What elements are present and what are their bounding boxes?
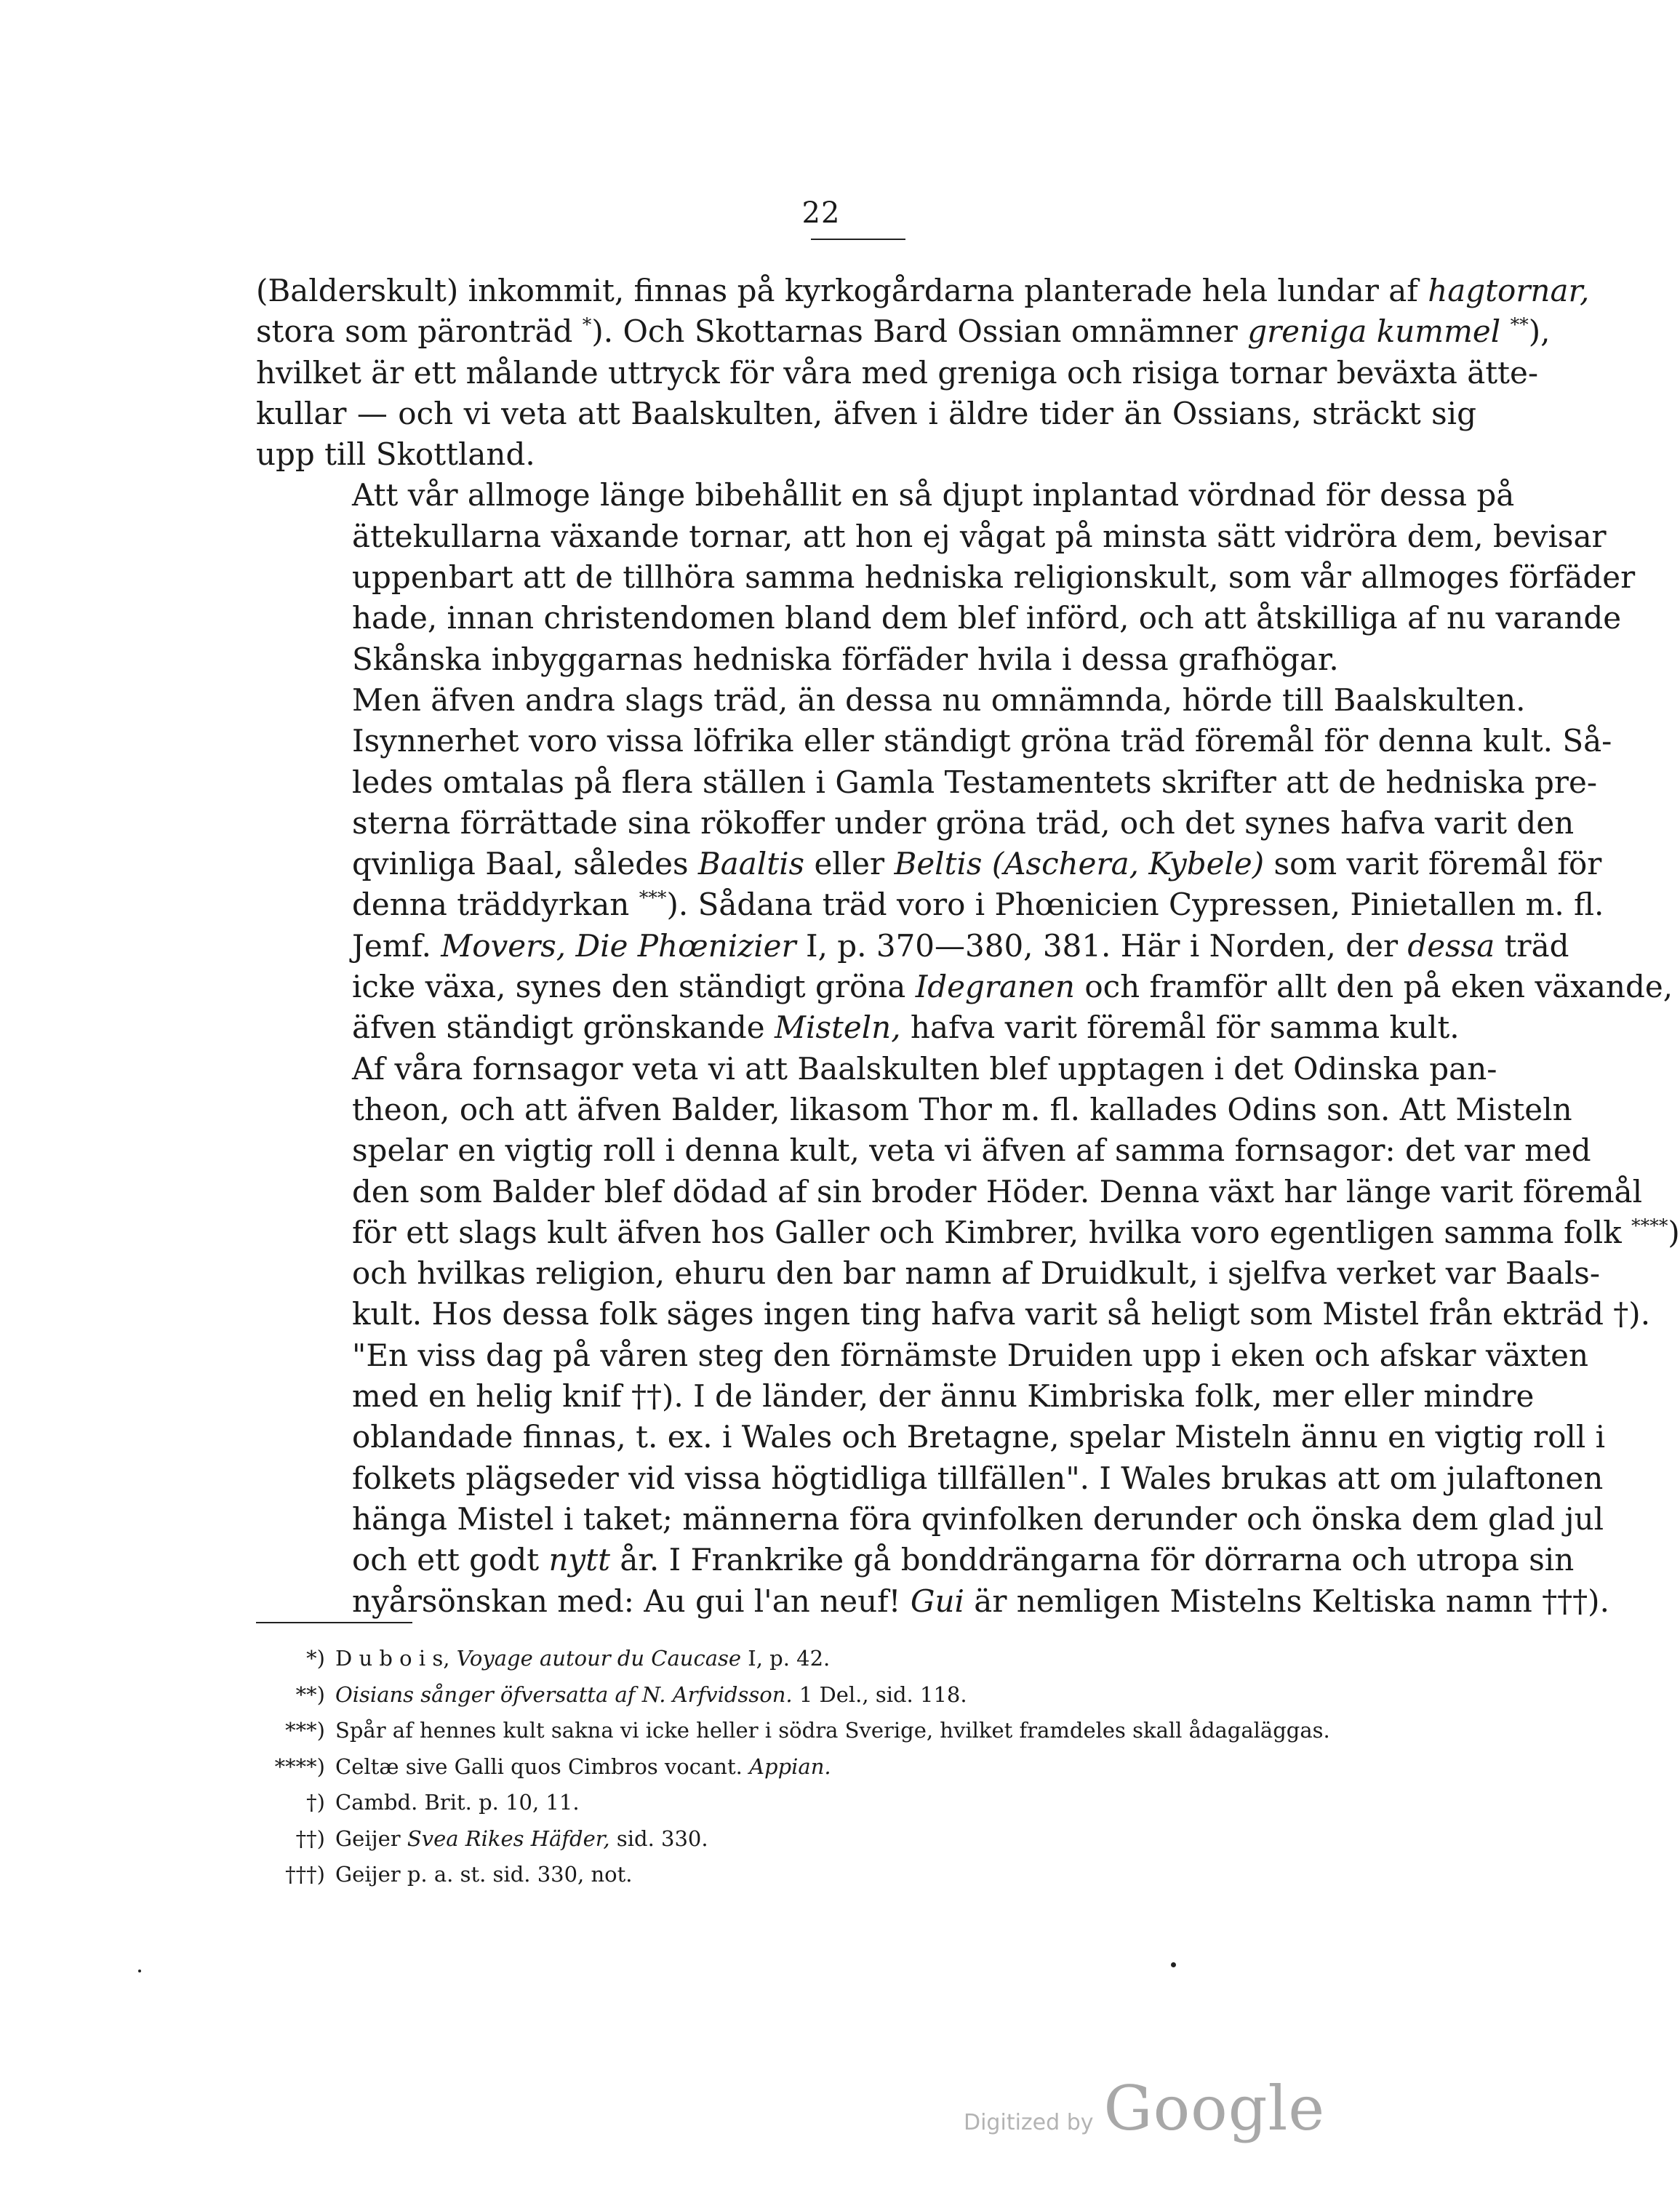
paragraph <box>256 1049 1680 1622</box>
text-line: Isynnerhet voro vissa löfrika eller ständigt gröna träd föremål för denna kult. Så- <box>352 723 1612 759</box>
text-line: oblandade finnas, t. ex. i Wales och Bretagne, spelar Misteln ännu en vigtig roll i <box>352 1419 1606 1455</box>
paragraph <box>256 475 1636 679</box>
text-line: Att vår allmoge länge bibehållit en så djupt inplantad vördnad för dessa på <box>352 477 1515 513</box>
footnote <box>256 1677 1492 1714</box>
footnote-text: Oisians sånger öfversatta af N. Arfvidsson. 1 Del., sid. 118. <box>335 1682 967 1707</box>
text-line: hvilket är ett målande uttryck för våra med greniga och risiga tornar beväxta ätte- <box>256 354 1539 391</box>
footnote-marker: ***) <box>285 1718 325 1743</box>
footnote <box>256 1641 1492 1677</box>
page-number: 22 <box>801 196 841 230</box>
footnote-text: Geijer p. a. st. sid. 330, not. <box>335 1862 633 1887</box>
footnote-rule <box>256 1622 412 1623</box>
footnote-marker: ****) <box>274 1754 325 1779</box>
text-line: ledes omtalas på flera ställen i Gamla Testamentets skrifter att de hedniska pre- <box>352 764 1598 800</box>
footnote-text: Spår af hennes kult sakna vi icke heller i södra Sverige, hvilket framdeles skall ådagaläggas. <box>335 1718 1330 1743</box>
footnote-text: Celtæ sive Galli quos Cimbros vocant. Appian. <box>335 1754 831 1779</box>
google-watermark <box>964 2073 1325 2144</box>
text-line: Jemf. Movers, Die Phœnizier I, p. 370—380, 381. Här i Norden, der dessa träd <box>352 927 1569 964</box>
text-line: för ett slags kult äfven hos Galler och Kimbrer, hvilka voro egentligen samma folk ****) <box>352 1214 1680 1250</box>
scan-speck <box>138 1970 141 1972</box>
footnote <box>256 1785 1492 1821</box>
paragraph <box>256 271 1590 475</box>
text-line: qvinliga Baal, således Baaltis eller Beltis (Aschera, Kybele) som varit föremål för <box>352 846 1602 882</box>
text-line: med en helig knif ††). I de länder, der ännu Kimbriska folk, mer eller mindre <box>352 1378 1535 1415</box>
text-line: äfven ständigt grönskande Misteln, hafva varit föremål för samma kult. <box>352 1009 1460 1046</box>
footnote-marker: *) <box>306 1646 325 1671</box>
page-number-rule <box>811 239 905 240</box>
body-text <box>256 271 1680 1622</box>
text-line: stora som päronträd *). Och Skottarnas Bard Ossian omnämner greniga kummel **), <box>256 313 1551 350</box>
text-line: nyårsönskan med: Au gui l'an neuf! Gui är nemligen Mistelns Keltiska namn †††). <box>352 1583 1609 1619</box>
text-line: hänga Mistel i taket; männerna föra qvinfolken derunder och önska dem glad jul <box>352 1500 1604 1537</box>
text-line: Af våra fornsagor veta vi att Baalskulten blef upptagen i det Odinska pan- <box>352 1050 1497 1087</box>
footnote-marker: ††) <box>295 1826 325 1851</box>
text-line: sterna förrättade sina rökoffer under gröna träd, och det synes hafva varit den <box>352 804 1575 841</box>
text-line: ättekullarna växande tornar, att hon ej vågat på minsta sätt vidröra dem, bevisar <box>352 518 1607 554</box>
text-line: upp till Skottland. <box>256 436 535 473</box>
footnote-text: Cambd. Brit. p. 10, 11. <box>335 1790 580 1815</box>
footnote <box>256 1821 1492 1858</box>
text-line: den som Balder blef dödad af sin broder Höder. Denna växt har länge varit föremål <box>352 1173 1643 1210</box>
footnote-text: D u b o i s, Voyage autour du Caucase I, p. 42. <box>335 1646 831 1671</box>
text-line: icke växa, synes den ständigt gröna Idegranen och framför allt den på eken växande, <box>352 969 1673 1005</box>
text-line: Skånska inbyggarnas hedniska förfäder hvila i dessa grafhögar. <box>352 641 1339 677</box>
text-line: hade, innan christendomen bland dem blef införd, och att åtskilliga af nu varande <box>352 600 1622 636</box>
text-line: uppenbart att de tillhöra samma hedniska religionskult, som vår allmoges förfäder <box>352 559 1636 596</box>
text-line: Men äfven andra slags träd, än dessa nu omnämnda, hörde till Baalskulten. <box>352 681 1526 718</box>
footnote <box>256 1857 1492 1893</box>
footnote-marker: **) <box>295 1682 325 1707</box>
footnote-text: Geijer Svea Rikes Häfder, sid. 330. <box>335 1826 708 1851</box>
footnote <box>256 1749 1492 1786</box>
text-line: kult. Hos dessa folk säges ingen ting hafva varit så heligt som Mistel från ekträd †). <box>352 1296 1651 1332</box>
text-line: theon, och att äfven Balder, likasom Thor m. fl. kallades Odins son. Att Misteln <box>352 1091 1572 1127</box>
google-logo: Google <box>1103 2073 1326 2144</box>
footnote-marker: †††) <box>285 1862 325 1887</box>
paragraph <box>256 680 1673 1049</box>
text-line: kullar — och vi veta att Baalskulten, äfven i äldre tider än Ossians, sträckt sig <box>256 395 1476 431</box>
text-line: spelar en vigtig roll i denna kult, veta vi äfven af samma fornsagor: det var med <box>352 1132 1591 1169</box>
watermark-prefix: Digitized by <box>964 2110 1094 2135</box>
text-line: (Balderskult) inkommit, finnas på kyrkogårdarna planterade hela lundar af hagtornar, <box>256 273 1590 308</box>
text-line: och hvilkas religion, ehuru den bar namn af Druidkult, i sjelfva verket var Baals- <box>352 1255 1601 1292</box>
footnote <box>256 1713 1492 1749</box>
footnote-marker: †) <box>306 1790 325 1815</box>
text-line: "En viss dag på våren steg den förnämste Druiden upp i eken och afskar växten <box>352 1337 1589 1373</box>
text-line: och ett godt nytt år. I Frankrike gå bonddrängarna för dörrarna och utropa sin <box>352 1542 1575 1578</box>
scan-speck <box>1171 1962 1176 1967</box>
text-line: denna träddyrkan ***). Sådana träd voro i Phœnicien Cypressen, Pinietallen m. fl. <box>352 887 1604 923</box>
footnotes <box>256 1641 1492 1893</box>
text-line: folkets plägseder vid vissa högtidliga tillfällen". I Wales brukas att om julaftonen <box>352 1460 1604 1496</box>
